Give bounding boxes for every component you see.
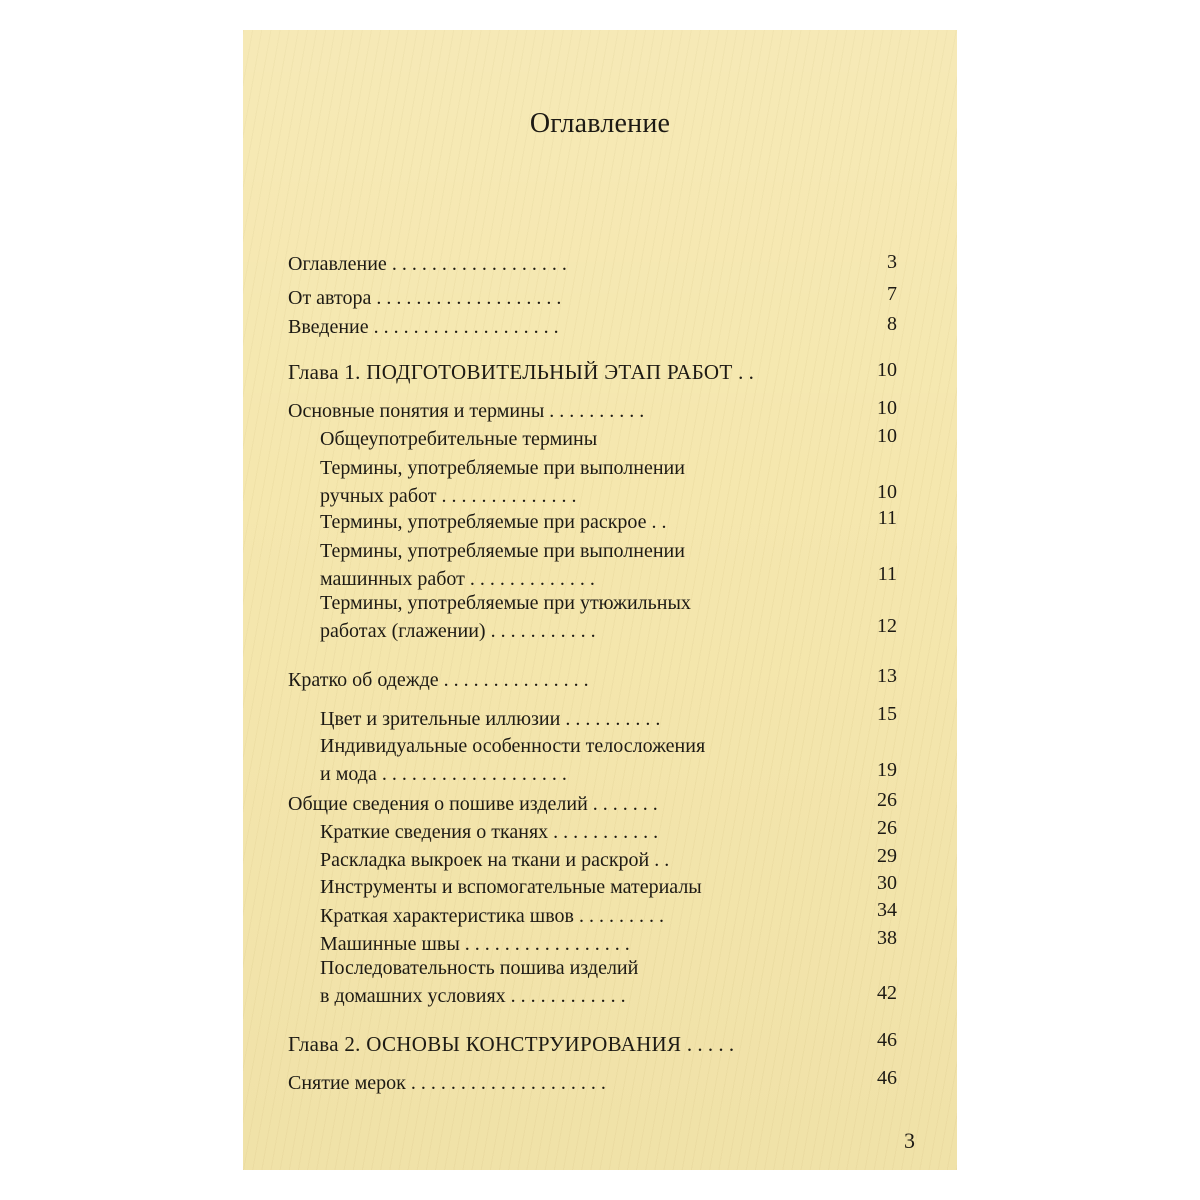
toc-entry-text: Цвет и зрительные иллюзии	[320, 708, 561, 730]
toc-entry-text: Снятие мерок	[288, 1072, 406, 1094]
toc-entry-text-continued: работах (глажении)	[320, 620, 486, 642]
leader-dots: . . . . . . .	[592, 793, 658, 815]
toc-entry-text: Термины, употребляемые при раскрое	[320, 511, 647, 533]
toc-entry-text: Инструменты и вспомогательные материалы	[320, 876, 702, 898]
leader-dots: . . . . .	[686, 1032, 735, 1056]
toc-entry-text: Термины, употребляемые при выполнении	[320, 540, 685, 562]
leader-dots: . .	[654, 849, 670, 871]
toc-entry-text: Глава 2. ОСНОВЫ КОНСТРУИРОВАНИЯ	[288, 1032, 682, 1056]
toc-page-number: 38	[877, 927, 897, 949]
toc-page-number: 29	[877, 845, 897, 867]
toc-subentry	[320, 427, 597, 451]
toc-page-number: 10	[877, 481, 897, 503]
toc-page-number: 8	[887, 313, 897, 335]
leader-dots: . . . . . . . . . . . . .	[469, 568, 595, 590]
toc-page-number: 19	[877, 759, 897, 781]
leader-dots: . . . . . . . . . . . . . . . . .	[464, 933, 630, 955]
toc-page-number: 10	[877, 425, 897, 447]
toc-entry-text: Последовательность пошива изделий	[320, 957, 639, 979]
toc-page-number: 3	[887, 251, 897, 273]
toc-page-number: 7	[887, 283, 897, 305]
toc-subentry	[320, 510, 667, 534]
toc-page-number: 26	[877, 817, 897, 839]
toc-subentry	[320, 904, 664, 928]
leader-dots: . . . . . . . . . . . . . . . . . . .	[376, 287, 562, 309]
toc-page-number: 46	[877, 1067, 897, 1089]
leader-dots: . . . . . . . . . . . . . .	[441, 485, 577, 507]
toc-entry-text: Введение	[288, 316, 369, 338]
toc-page-number: 15	[877, 703, 897, 725]
toc-page-number: 12	[877, 615, 897, 637]
toc-entry	[288, 668, 589, 692]
toc-entry-text-continued: машинных работ	[320, 568, 465, 590]
toc-subentry	[320, 591, 691, 643]
toc-entry	[288, 315, 559, 339]
leader-dots: . .	[651, 511, 667, 533]
toc-subentry	[320, 875, 702, 899]
toc-chapter-heading	[288, 1032, 734, 1056]
toc-subentry	[320, 707, 660, 731]
toc-page-number: 13	[877, 665, 897, 687]
toc-subentry	[320, 539, 685, 591]
toc-entry	[288, 792, 658, 816]
toc-entry-text: Краткая характеристика швов	[320, 905, 574, 927]
toc-subentry	[320, 848, 669, 872]
toc-subentry	[320, 932, 630, 956]
toc-entry-text: Основные понятия и термины	[288, 400, 545, 422]
toc-entry-text: Машинные швы	[320, 933, 460, 955]
leader-dots: . . . . . . . . . . . . . . . . . . .	[381, 763, 567, 785]
toc-chapter-heading	[288, 360, 754, 384]
leader-dots: . . . . . . . . . . . . . . . . . . .	[373, 316, 559, 338]
toc-entry-text: Краткие сведения о тканях	[320, 821, 549, 843]
toc-entry-text: Глава 1. ПОДГОТОВИТЕЛЬНЫЙ ЭТАП РАБОТ	[288, 360, 733, 384]
toc-entry-text: Термины, употребляемые при выполнении	[320, 457, 685, 479]
page-number: 3	[904, 1128, 915, 1153]
toc-page-number: 26	[877, 789, 897, 811]
toc-page-number: 34	[877, 899, 897, 921]
toc-entry	[288, 399, 644, 423]
toc-page-number: 42	[877, 982, 897, 1004]
toc-entry-text: Индивидуальные особенности телосложения	[320, 735, 706, 757]
toc-subentry	[320, 734, 705, 786]
toc-entry-text: Кратко об одежде	[288, 669, 439, 691]
toc-entry-text-continued: и мода	[320, 763, 377, 785]
toc-entry-text-continued: ручных работ	[320, 485, 437, 507]
toc-subentry	[320, 956, 638, 1008]
leader-dots: . . . . . . . . . . .	[553, 821, 659, 843]
toc-entry-text: Общие сведения о пошиве изделий	[288, 793, 588, 815]
toc-entry-text: Раскладка выкроек на ткани и раскрой	[320, 849, 650, 871]
leader-dots: . . . . . . . . . . . . . . .	[443, 669, 589, 691]
toc-entry-text-continued: в домашних условиях	[320, 985, 506, 1007]
toc-entry-text: Термины, употребляемые при утюжильных	[320, 592, 691, 614]
toc-entry	[288, 286, 561, 310]
leader-dots: . . . . . . . . . . . . . . . . . . . .	[410, 1072, 606, 1094]
toc-subentry	[320, 456, 685, 508]
toc-entry	[288, 1071, 606, 1095]
leader-dots: . .	[738, 360, 754, 384]
toc-page-number: 10	[877, 359, 897, 381]
toc-entry-text: Оглавление	[288, 253, 387, 275]
toc-entry	[288, 252, 567, 276]
toc-entry-text: От автора	[288, 287, 372, 309]
toc-page-number: 30	[877, 872, 897, 894]
leader-dots: . . . . . . . . . .	[565, 708, 661, 730]
book-page	[243, 30, 957, 1170]
leader-dots: . . . . . . . . . . . . . . . . . .	[391, 253, 567, 275]
leader-dots: . . . . . . . . . . .	[490, 620, 596, 642]
toc-page-number: 11	[877, 563, 897, 585]
leader-dots: . . . . . . . . . .	[549, 400, 645, 422]
toc-page-number: 11	[877, 507, 897, 529]
leader-dots: . . . . . . . . .	[578, 905, 664, 927]
toc-page-number: 46	[877, 1029, 897, 1051]
toc-page-number: 10	[877, 397, 897, 419]
leader-dots: . . . . . . . . . . . .	[510, 985, 626, 1007]
toc-entry-text: Общеупотребительные термины	[320, 428, 598, 450]
toc-subentry	[320, 820, 658, 844]
page-title: Оглавление	[529, 108, 671, 139]
